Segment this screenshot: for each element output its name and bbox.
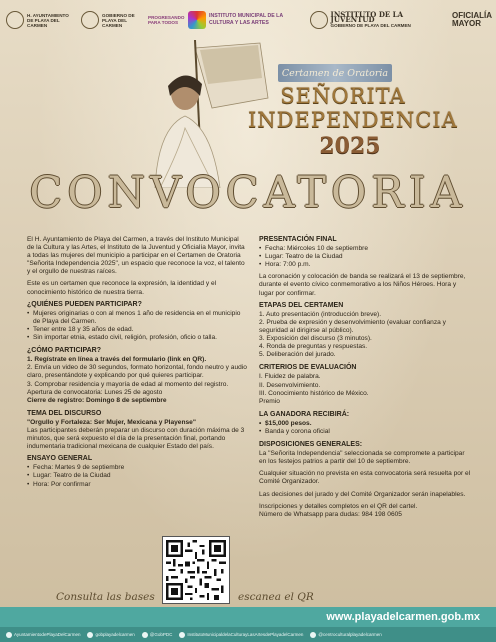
facebook-cultura-handle: InstitutoMunicipaldelaCulturayLasArtesdePlayadelCarmen	[187, 632, 304, 637]
social-bar	[0, 627, 496, 642]
stage-item: 4. Ronda de preguntas y respuestas.	[259, 343, 368, 351]
rehearsal-item: • Lugar: Teatro de la Ciudad	[27, 472, 157, 480]
facebook-cultura-link[interactable]	[179, 632, 303, 638]
instituto-juventud-label: INSTITUTO DE LA JUVENTUD	[330, 10, 404, 24]
rehearsal-heading: ENSAYO GENERAL	[27, 455, 93, 463]
theme-name: "Orgullo y Fortaleza: Ser Mujer, Mexicana y Playense"	[27, 418, 196, 426]
oficialia-logo	[452, 12, 490, 28]
how-list	[27, 356, 247, 405]
info-text: Inscripciones y detalles completos en el QR del cartel.	[259, 502, 418, 510]
instituto-juventud-logo	[310, 11, 446, 29]
who-item: • Tener entre 18 y 35 años de edad.	[27, 326, 247, 334]
logo-bar	[6, 6, 490, 34]
instituto-cultura-mark-icon	[188, 11, 206, 29]
facebook-icon	[6, 632, 12, 638]
right-column	[259, 236, 471, 519]
general-text: La "Señorita Independencia" seleccionada se compromete a participar en los festejos patrios a partir del 10 de septiembre.	[259, 450, 465, 466]
stage-item: 2. Prueba de expresión y desenvolvimiento (evaluar confianza y seguridad al dirigirse al público).	[259, 318, 446, 334]
scan-qr-text: escanea el QR	[238, 591, 314, 603]
theme-heading: TEMA DEL DISCURSO	[27, 409, 102, 417]
title-line-1: SEÑORITA	[280, 84, 406, 108]
how-step: 2. Envía un video de 30 segundos, formato horizontal, fondo neutro y audio claro, presentándote y explicando por qué quieres participar.	[27, 364, 247, 380]
final-item: • Hora: 7:00 p.m.	[259, 261, 471, 269]
ayuntamiento-label: H. AYUNTAMIENTO DE PLAYA DEL CARMEN	[27, 12, 69, 28]
theme-text: Las participantes deberán preparar un discurso con duración máxima de 3 minutos, que será expuesto el día de la presentación final, portando indumentaria tradicional mexicana de cualquier Estado del país.	[27, 426, 245, 451]
rehearsal-item: • Fecha: Martes 9 de septiembre	[27, 464, 157, 472]
consult-bases-text: Consulta las bases	[56, 591, 155, 603]
criteria-item: I. Fluidez de palabra.	[259, 373, 321, 381]
convocatoria-heading: CONVOCATORIA	[29, 168, 467, 218]
who-item: • Sin importar etnia, estado civil, religión, profesión, oficio o talla.	[27, 334, 247, 342]
final-list	[259, 245, 471, 269]
instagram-cultura-link[interactable]	[310, 632, 381, 638]
qr-code[interactable]	[162, 536, 230, 604]
instagram-link[interactable]	[87, 632, 134, 638]
criteria-item: II. Desenvolvimiento.	[259, 381, 321, 389]
facebook-link[interactable]	[6, 632, 80, 638]
certamen-ribbon: Certamen de Oratoria	[278, 64, 392, 82]
instituto-cultura-logo	[188, 11, 304, 29]
whatsapp-text: Número de Whatsapp para dudas: 984 198 0605	[259, 510, 402, 518]
intro-paragraph-2: Este es un certamen que reconoce la expresión, la identidad y el conocimiento histórico de nuestra tierra.	[27, 280, 217, 296]
gobierno-label: GOBIERNO DE PLAYA DEL CARMEN	[102, 12, 135, 28]
rehearsal-list	[27, 464, 157, 488]
winner-list	[259, 420, 471, 436]
how-heading: ¿CÓMO PARTICIPAR?	[27, 347, 102, 355]
general-text-3: Las decisiones del jurado y del Comité Organizador serán inapelables.	[259, 490, 466, 498]
oficialia-label: OFICIALÍA MAYOR	[452, 11, 492, 28]
general-text-2: Cualquier situación no prevista en esta convocatoria será resuelta por el Comité Organizador.	[259, 470, 471, 486]
who-heading: ¿QUIÉNES PUEDEN PARTICIPAR?	[27, 300, 142, 308]
instituto-juventud-seal-icon	[310, 11, 328, 29]
stages-list	[259, 311, 471, 360]
x-handle: @GobPDC	[149, 632, 173, 637]
title-year: 2025	[319, 133, 381, 159]
ayuntamiento-seal-icon	[6, 11, 24, 29]
closing-date: Cierre de registro: Domingo 8 de septiembre	[27, 396, 167, 404]
final-item: • Fecha: Miércoles 10 de septiembre	[259, 245, 471, 253]
progresando-label: PROGRESANDO PARA TODOS	[148, 15, 185, 25]
instagram-icon	[87, 632, 93, 638]
stages-heading: ETAPAS DEL CERTAMEN	[259, 301, 344, 309]
x-link[interactable]	[142, 632, 173, 638]
facebook-handle: AyuntamientodePlayaDelCarmen	[14, 632, 81, 637]
progresando-logo	[148, 15, 185, 25]
stage-item: 1. Auto presentación (introducción breve).	[259, 310, 382, 318]
intro-paragraph: El H. Ayuntamiento de Playa del Carmen, a través del Instituto Municipal de la Cultura y las Artes, el Instituto de la Juventud y Oficialía Mayor, invita a todas las mujeres del municipio a participar en el Certamen de Oratoria "Señorita Independencia 2025", un espacio que reconoce la voz, el talento y el orgullo de nuestras raíces.	[27, 236, 245, 276]
stage-item: 5. Deliberación del jurado.	[259, 351, 336, 359]
winner-item: • Banda y corona oficial	[259, 428, 471, 436]
winner-heading: LA GANADORA RECIBIRÁ:	[259, 410, 350, 418]
gobierno-seal-icon	[81, 11, 99, 29]
how-step: 3. Comprobar residencia y mayoría de edad al momento del registro.	[27, 380, 229, 388]
winner-item: • $15,000 pesos.	[259, 420, 471, 428]
who-list	[27, 310, 247, 342]
rehearsal-item: • Hora: Por confirmar	[27, 481, 157, 489]
instituto-juventud-sub: GOBIERNO DE PLAYA DEL CARMEN	[330, 23, 411, 28]
final-heading: PRESENTACIÓN FINAL	[259, 236, 337, 243]
instituto-cultura-label: INSTITUTO MUNICIPAL DE LA CULTURA Y LAS ARTES	[209, 13, 283, 26]
instagram-handle: gobplayadelcarmen	[95, 632, 135, 637]
website-link[interactable]: www.playadelcarmen.gob.mx	[0, 607, 496, 627]
facebook-icon	[179, 632, 185, 638]
instagram-icon	[310, 632, 316, 638]
general-heading: DISPOSICIONES GENERALES:	[259, 441, 363, 449]
x-icon	[142, 632, 148, 638]
left-column	[27, 236, 247, 489]
ayuntamiento-logo	[6, 11, 75, 29]
instagram-cultura-handle: @centroculturalplayadelcarmen	[318, 632, 382, 637]
qr-icon	[166, 540, 226, 600]
criteria-item: III. Conocimiento histórico de México.	[259, 389, 369, 397]
title-line-2: INDEPENDENCIA	[248, 108, 458, 132]
opening-date: Apertura de convocatoria: Lunes 25 de agosto	[27, 388, 163, 396]
how-step: 1. Regístrate en línea a través del formulario (link en QR).	[27, 356, 207, 364]
criteria-list	[259, 373, 471, 405]
criteria-item: Premio	[259, 397, 280, 405]
gobierno-logo	[81, 11, 142, 29]
who-item: • Mujeres originarias o con al menos 1 año de residencia en el municipio de Playa del Carmen.	[27, 310, 247, 326]
stage-item: 3. Exposición del discurso (3 minutos).	[259, 335, 372, 343]
final-item: • Lugar: Teatro de la Ciudad	[259, 253, 471, 261]
coronation-text: La coronación y colocación de banda se realizará el 13 de septiembre, durante el evento cívico conmemorativo a los Niños Héroes. Hora y lugar por confirmar.	[259, 273, 466, 297]
criteria-heading: CRITERIOS DE EVALUACIÓN	[259, 364, 357, 372]
